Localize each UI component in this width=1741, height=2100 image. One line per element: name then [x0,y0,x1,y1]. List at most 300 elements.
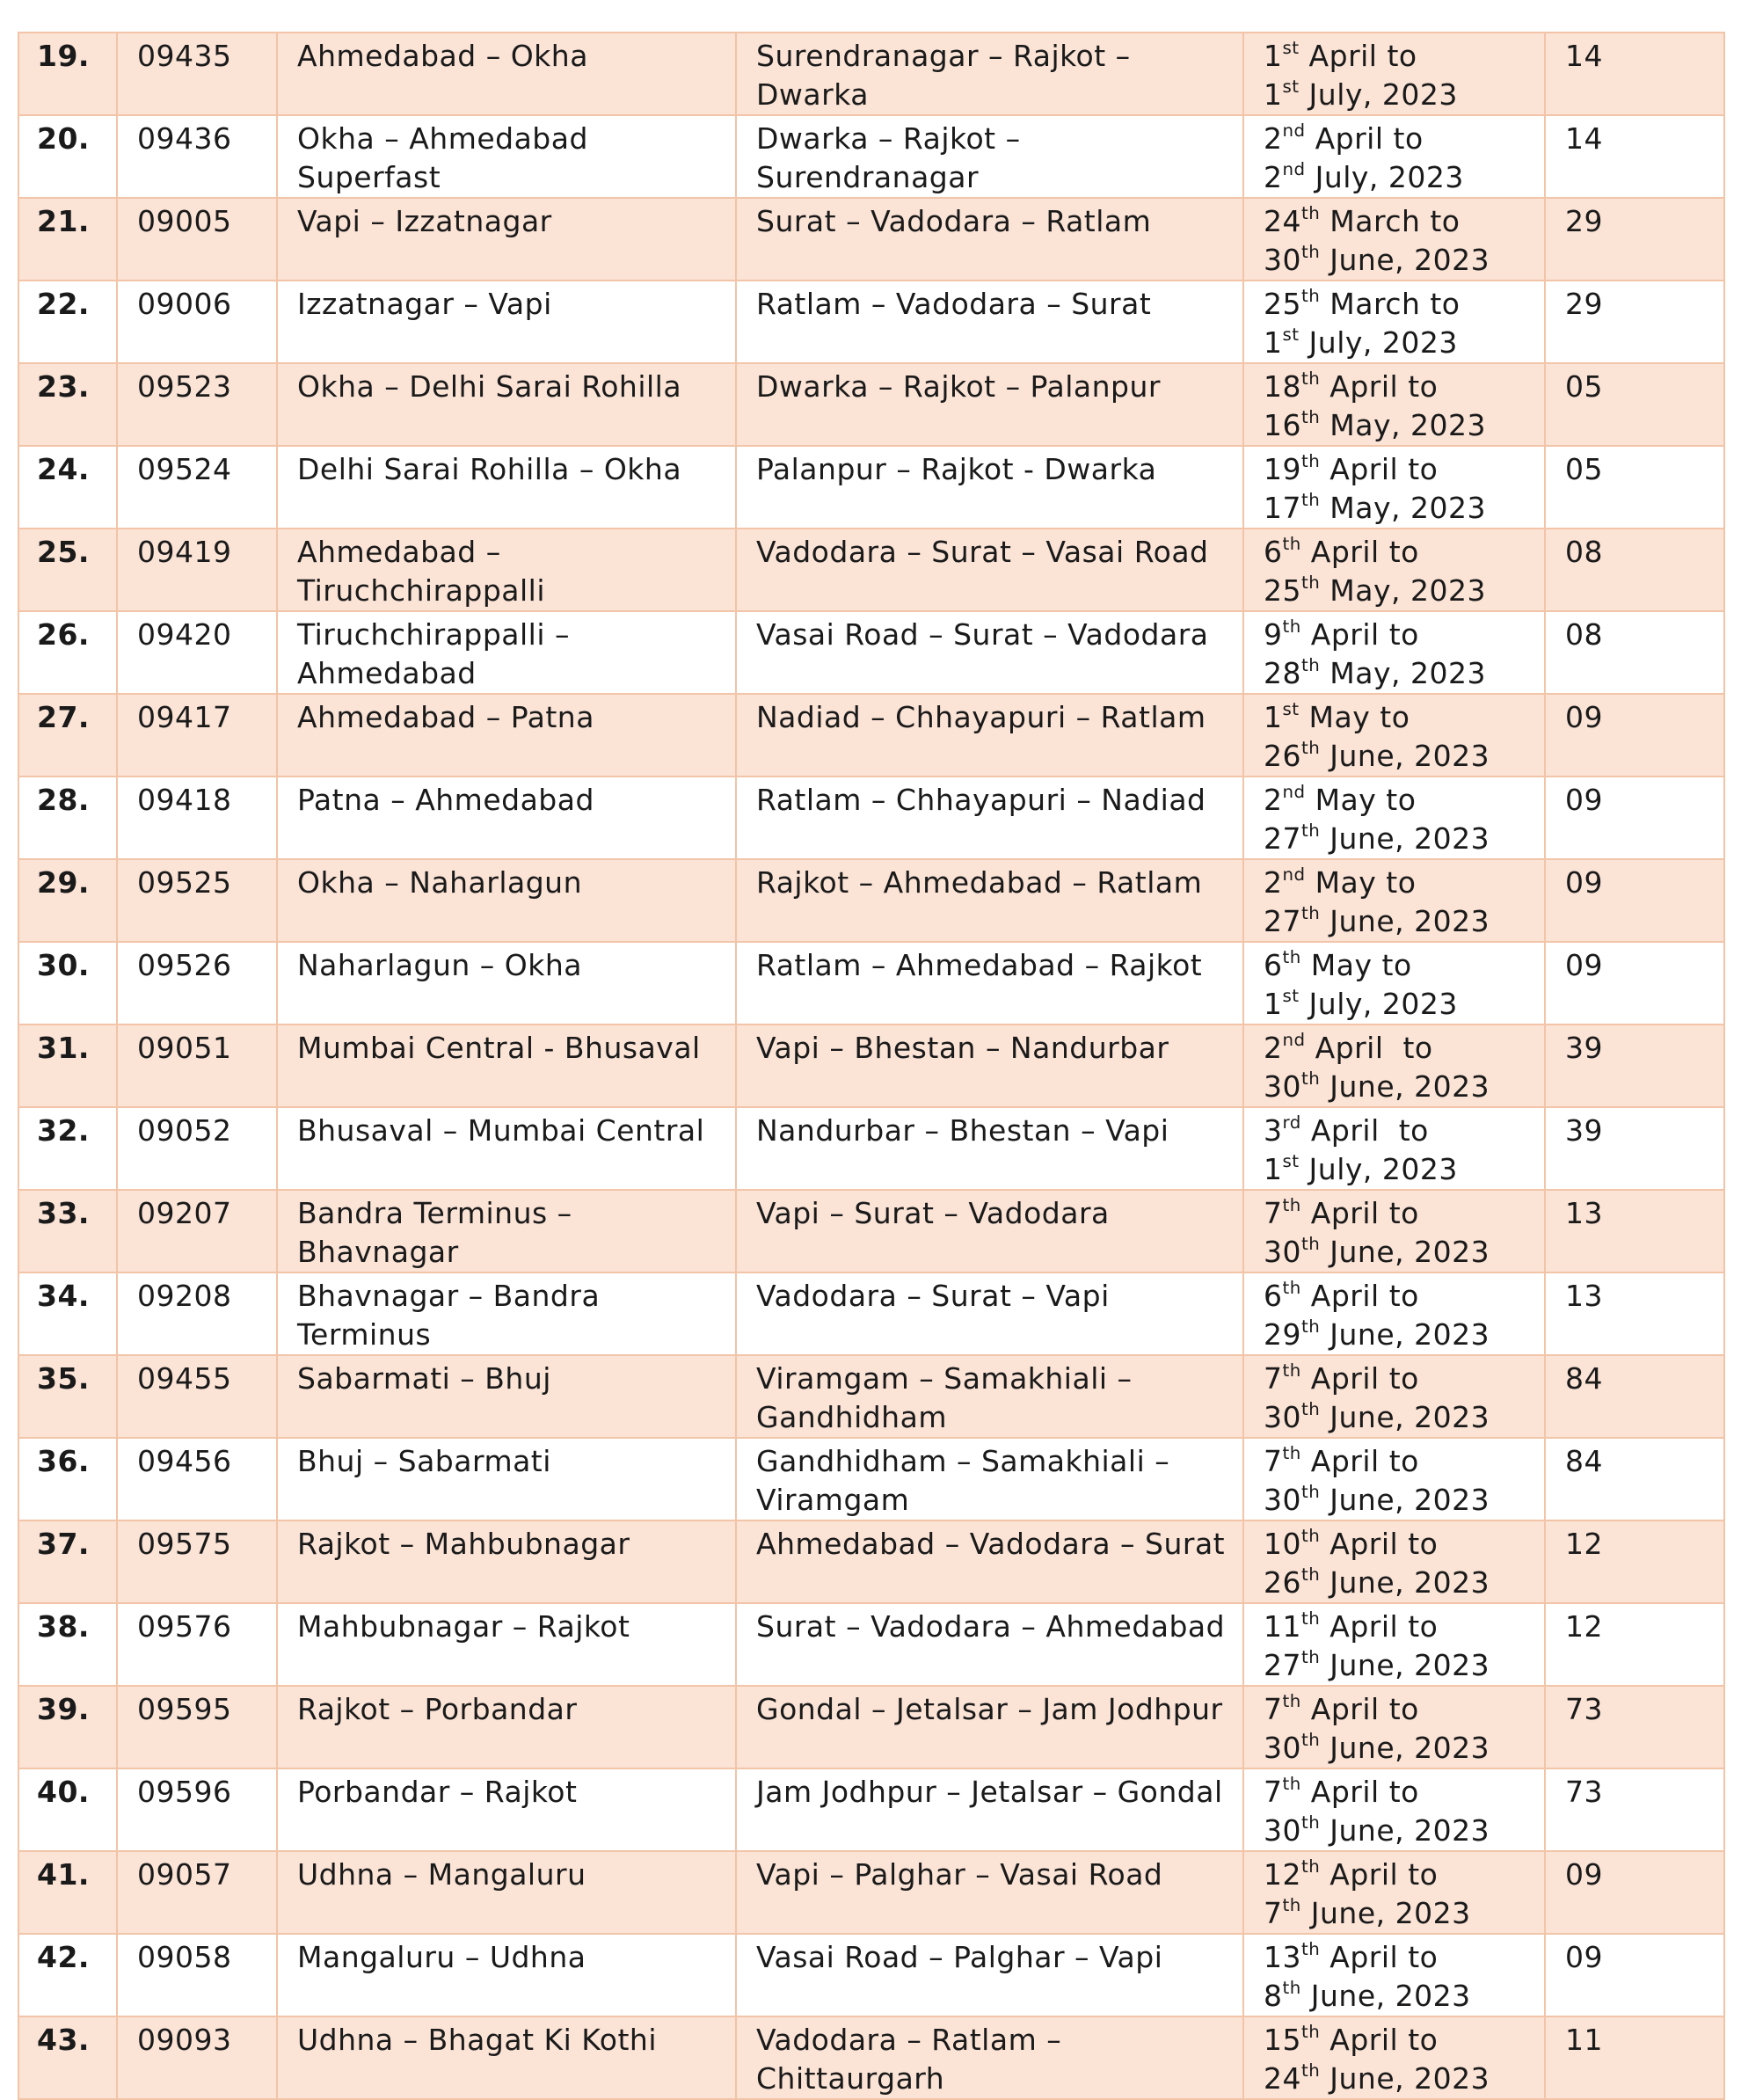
trip-count: 05 [1545,446,1724,529]
train-route: Udhna – Bhagat Ki Kothi [277,2016,736,2099]
trip-count: 12 [1545,1603,1724,1686]
train-route: Porbandar – Rajkot [277,1768,736,1851]
date-to-suffix: th [1301,1812,1321,1834]
table-row [18,1024,1724,1107]
date-from-suffix: th [1301,2022,1321,2043]
train-route: Rajkot – Porbandar [277,1686,736,1768]
date-from-rest: April to [1320,369,1439,404]
date-range [1243,611,1545,694]
date-from-suffix: th [1301,1608,1321,1630]
trip-count: 05 [1545,363,1724,446]
date-from [1264,946,1537,985]
date-from-day: 7 [1264,1361,1283,1396]
date-from [1264,1608,1537,1646]
date-to-day: 24 [1264,2061,1301,2096]
date-from [1264,1525,1537,1564]
table-row [18,198,1724,281]
date-from-day: 2 [1264,121,1283,156]
train-number: 09052 [117,1107,277,1190]
serial-number: 40. [18,1768,117,1851]
train-route: Ahmedabad – Tiruchchirappalli [277,529,736,611]
date-from [1264,1277,1537,1316]
date-from [1264,616,1537,654]
date-from-day: 11 [1264,1609,1301,1644]
train-route: Bhusaval – Mumbai Central [277,1107,736,1190]
date-to [1264,572,1537,610]
date-range [1243,363,1545,446]
train-number: 09057 [117,1851,277,1934]
date-to-suffix: th [1301,1730,1321,1751]
via-stations: Vapi – Bhestan – Nandurbar [736,1024,1243,1107]
date-to [1264,1150,1537,1189]
serial-number: 35. [18,1355,117,1438]
table-row [18,281,1724,363]
date-from-rest: April to [1320,1857,1439,1892]
train-route: Rajkot – Mahbubnagar [277,1520,736,1603]
table-row [18,611,1724,694]
date-from-rest: April to [1300,535,1419,569]
date-to-suffix: th [1301,242,1321,263]
date-from-day: 25 [1264,287,1301,321]
date-range [1243,1686,1545,1768]
table-row [18,1438,1724,1520]
via-stations: Vapi – Palghar – Vasai Road [736,1851,1243,1934]
date-from-day: 1 [1264,700,1283,734]
date-from-day: 12 [1264,1857,1301,1892]
date-from-day: 10 [1264,1527,1301,1561]
date-from-day: 24 [1264,204,1301,238]
date-to-day: 1 [1264,987,1283,1021]
date-to-rest: July, 2023 [1299,987,1458,1021]
date-from-suffix: th [1282,616,1301,638]
date-to-day: 30 [1264,1731,1301,1765]
date-to-suffix: th [1301,1647,1321,1668]
date-to-day: 8 [1264,1979,1283,2013]
serial-number: 27. [18,694,117,777]
date-from [1264,864,1537,902]
train-number: 09006 [117,281,277,363]
train-number: 09420 [117,611,277,694]
date-to-suffix: th [1301,1068,1321,1090]
date-to-rest: June, 2023 [1320,1813,1490,1848]
serial-number: 22. [18,281,117,363]
table-row [18,2016,1724,2099]
trip-count: 09 [1545,1934,1724,2016]
date-from [1264,698,1537,737]
date-to [1264,985,1537,1024]
date-to-day: 28 [1264,656,1301,690]
date-to [1264,1977,1537,2016]
train-route: Patna – Ahmedabad [277,777,736,859]
date-range [1243,529,1545,611]
date-to-day: 17 [1264,491,1301,525]
date-to-day: 30 [1264,1483,1301,1517]
date-range [1243,446,1545,529]
date-from-rest: April to [1305,1031,1433,1065]
date-range [1243,1438,1545,1520]
date-to-suffix: th [1301,2060,1321,2082]
train-number: 09435 [117,33,277,115]
table-row [18,777,1724,859]
serial-number: 39. [18,1686,117,1768]
date-from-rest: April to [1320,1609,1439,1644]
date-to-day: 30 [1264,1069,1301,1104]
table-row [18,1272,1724,1355]
table-row [18,942,1724,1024]
date-to-day: 26 [1264,1565,1301,1600]
train-number: 09456 [117,1438,277,1520]
date-to-rest: June, 2023 [1320,1483,1490,1517]
date-from-suffix: th [1301,203,1321,224]
trip-count: 39 [1545,1107,1724,1190]
date-from [1264,1112,1537,1150]
trip-count: 29 [1545,281,1724,363]
date-from-suffix: rd [1282,1112,1301,1134]
table-row [18,1934,1724,2016]
train-route: Bhuj – Sabarmati [277,1438,736,1520]
date-from-rest: May to [1305,865,1417,900]
date-from-day: 2 [1264,865,1283,900]
date-to-rest: July, 2023 [1305,160,1464,194]
train-number: 09058 [117,1934,277,2016]
date-from-rest: April to [1320,452,1439,486]
date-from [1264,1360,1537,1398]
date-to [1264,406,1537,445]
date-to-suffix: th [1282,1978,1301,1999]
date-from [1264,202,1537,241]
date-to [1264,820,1537,858]
serial-number: 33. [18,1190,117,1272]
train-route: Vapi – Izzatnagar [277,198,736,281]
date-from [1264,1690,1537,1729]
date-from-rest: April to [1300,1279,1419,1313]
date-from-day: 6 [1264,535,1283,569]
date-from-rest: March to [1320,287,1461,321]
date-to-suffix: th [1301,903,1321,924]
serial-number: 31. [18,1024,117,1107]
date-to-day: 25 [1264,573,1301,608]
date-from-suffix: th [1301,368,1321,390]
date-from-suffix: th [1301,1526,1321,1547]
train-route: Bandra Terminus – Bhavnagar [277,1190,736,1272]
trip-count: 09 [1545,859,1724,942]
date-to-rest: May, 2023 [1320,656,1486,690]
date-to-day: 27 [1264,821,1301,856]
train-route: Mangaluru – Udhna [277,1934,736,2016]
via-stations: Rajkot – Ahmedabad – Ratlam [736,859,1243,942]
date-range [1243,1520,1545,1603]
date-from-rest: April to [1300,1775,1419,1809]
date-from-day: 6 [1264,948,1283,982]
date-range [1243,1851,1545,1934]
train-route: Sabarmati – Bhuj [277,1355,736,1438]
train-route: Bhavnagar – Bandra Terminus [277,1272,736,1355]
date-from-suffix: th [1301,286,1321,307]
date-to-suffix: st [1282,77,1300,98]
date-from [1264,781,1537,820]
date-from-day: 7 [1264,1775,1283,1809]
train-number: 09418 [117,777,277,859]
date-to-suffix: th [1301,1482,1321,1503]
via-stations: Vasai Road – Palghar – Vapi [736,1934,1243,2016]
date-from-suffix: th [1301,1856,1321,1878]
date-to-day: 27 [1264,904,1301,938]
trip-count: 13 [1545,1190,1724,1272]
train-route: Okha – Delhi Sarai Rohilla [277,363,736,446]
date-from-suffix: st [1282,38,1300,59]
date-from [1264,533,1537,572]
date-to [1264,1068,1537,1106]
train-route: Naharlagun – Okha [277,942,736,1024]
date-to-suffix: th [1301,407,1321,428]
date-from [1264,450,1537,489]
via-stations: Surat – Vadodara – Ahmedabad [736,1603,1243,1686]
date-to-rest: July, 2023 [1299,77,1458,112]
date-to [1264,489,1537,528]
train-route: Ahmedabad – Okha [277,33,736,115]
date-from-suffix: th [1282,947,1301,968]
via-stations: Ahmedabad – Vadodara – Surat [736,1520,1243,1603]
date-from-day: 7 [1264,1444,1283,1478]
date-to-suffix: th [1301,1234,1321,1255]
date-range [1243,1934,1545,2016]
date-to-rest: June, 2023 [1320,1235,1490,1269]
date-to-rest: June, 2023 [1320,739,1490,773]
date-from-rest: April to [1320,1527,1439,1561]
train-number: 09523 [117,363,277,446]
date-to [1264,902,1537,941]
serial-number: 36. [18,1438,117,1520]
train-number: 09207 [117,1190,277,1272]
date-to-rest: May, 2023 [1320,491,1486,525]
serial-number: 41. [18,1851,117,1934]
date-from-day: 6 [1264,1279,1283,1313]
trip-count: 13 [1545,1272,1724,1355]
trip-count: 73 [1545,1768,1724,1851]
date-range [1243,1190,1545,1272]
date-to [1264,1316,1537,1354]
via-stations: Surat – Vadodara – Ratlam [736,198,1243,281]
date-from [1264,285,1537,324]
date-from-rest: April to [1299,39,1417,73]
serial-number: 23. [18,363,117,446]
train-number: 09419 [117,529,277,611]
date-to [1264,1481,1537,1520]
train-number: 09051 [117,1024,277,1107]
date-range [1243,281,1545,363]
date-from-day: 1 [1264,39,1283,73]
via-stations: Gandhidham – Samakhiali – Viramgam [736,1438,1243,1520]
date-from-rest: April to [1300,1361,1419,1396]
trip-count: 08 [1545,611,1724,694]
via-stations: Dwarka – Rajkot – Surendranagar [736,115,1243,198]
date-to-suffix: st [1282,324,1300,346]
train-route: Ahmedabad – Patna [277,694,736,777]
date-from [1264,2021,1537,2060]
date-to-rest: June, 2023 [1320,1565,1490,1600]
train-number: 09417 [117,694,277,777]
table-row [18,115,1724,198]
train-route: Izzatnagar – Vapi [277,281,736,363]
date-to-suffix: th [1301,738,1321,759]
date-range [1243,2016,1545,2099]
date-to [1264,654,1537,693]
date-to [1264,1564,1537,1602]
date-to [1264,1812,1537,1850]
date-range [1243,859,1545,942]
serial-number: 32. [18,1107,117,1190]
serial-number: 30. [18,942,117,1024]
date-from-rest: April to [1300,1692,1419,1726]
trip-count: 84 [1545,1355,1724,1438]
date-range [1243,33,1545,115]
date-to [1264,1233,1537,1272]
trip-count: 09 [1545,694,1724,777]
date-to-rest: June, 2023 [1320,243,1490,277]
date-to-day: 1 [1264,1152,1283,1186]
date-to-suffix: th [1301,1564,1321,1586]
trip-count: 09 [1545,1851,1724,1934]
train-number: 09093 [117,2016,277,2099]
date-from-day: 9 [1264,617,1283,652]
date-from-day: 18 [1264,369,1301,404]
train-route: Okha – Naharlagun [277,859,736,942]
date-range [1243,1603,1545,1686]
table-row [18,694,1724,777]
table-row [18,859,1724,942]
date-to-day: 2 [1264,160,1283,194]
via-stations: Viramgam – Samakhiali – Gandhidham [736,1355,1243,1438]
trip-count: 09 [1545,942,1724,1024]
date-to-suffix: th [1301,1316,1321,1338]
date-to [1264,1894,1537,1933]
via-stations: Vapi – Surat – Vadodara [736,1190,1243,1272]
train-number: 09596 [117,1768,277,1851]
date-to-day: 7 [1264,1896,1283,1930]
train-route: Delhi Sarai Rohilla – Okha [277,446,736,529]
via-stations: Vadodara – Ratlam – Chittaurgarh [736,2016,1243,2099]
table-row [18,1768,1724,1851]
date-to-suffix: nd [1282,159,1306,180]
date-from-suffix: st [1282,699,1300,720]
date-to-rest: May, 2023 [1320,408,1486,442]
date-to-rest: June, 2023 [1320,1648,1490,1682]
date-range [1243,694,1545,777]
table-row [18,1603,1724,1686]
via-stations: Nandurbar – Bhestan – Vapi [736,1107,1243,1190]
date-range [1243,942,1545,1024]
date-to-rest: June, 2023 [1320,821,1490,856]
date-from-rest: May to [1300,948,1412,982]
date-to-rest: June, 2023 [1320,2061,1490,2096]
date-from-day: 2 [1264,1031,1283,1065]
date-range [1243,1272,1545,1355]
date-from-suffix: nd [1282,782,1306,803]
date-from-rest: March to [1320,204,1461,238]
date-range [1243,1107,1545,1190]
date-to [1264,324,1537,362]
via-stations: Vadodara – Surat – Vasai Road [736,529,1243,611]
date-range [1243,1355,1545,1438]
date-to-day: 27 [1264,1648,1301,1682]
date-to [1264,76,1537,114]
table-row [18,529,1724,611]
date-from-day: 13 [1264,1940,1301,1974]
trip-count: 29 [1545,198,1724,281]
date-from-suffix: th [1282,1774,1301,1795]
serial-number: 21. [18,198,117,281]
table-row [18,1355,1724,1438]
via-stations: Ratlam – Ahmedabad – Rajkot [736,942,1243,1024]
date-from-rest: April to [1320,2023,1439,2057]
date-to-rest: July, 2023 [1299,1152,1458,1186]
date-to-rest: July, 2023 [1299,325,1458,360]
trip-count: 84 [1545,1438,1724,1520]
table-row [18,1107,1724,1190]
date-from-day: 7 [1264,1692,1283,1726]
date-from [1264,1773,1537,1812]
date-from-rest: April to [1300,617,1419,652]
date-to-rest: June, 2023 [1320,1400,1490,1434]
date-to-rest: June, 2023 [1320,904,1490,938]
date-from-rest: May to [1305,783,1417,817]
serial-number: 20. [18,115,117,198]
date-range [1243,1024,1545,1107]
via-stations: Nadiad – Chhayapuri – Ratlam [736,694,1243,777]
serial-number: 28. [18,777,117,859]
train-route: Okha – Ahmedabad Superfast [277,115,736,198]
via-stations: Dwarka – Rajkot – Palanpur [736,363,1243,446]
serial-number: 25. [18,529,117,611]
date-to-rest: June, 2023 [1320,1069,1490,1104]
trip-count: 08 [1545,529,1724,611]
date-from-suffix: th [1282,1278,1301,1299]
train-number: 09208 [117,1272,277,1355]
table-row [18,446,1724,529]
train-route: Udhna – Mangaluru [277,1851,736,1934]
serial-number: 43. [18,2016,117,2099]
serial-number: 38. [18,1603,117,1686]
date-to-suffix: st [1282,1151,1300,1172]
table-row [18,1686,1724,1768]
date-from-day: 15 [1264,2023,1301,2057]
table-row [18,33,1724,115]
date-to-suffix: th [1301,572,1321,594]
date-to-rest: June, 2023 [1320,1731,1490,1765]
date-to-day: 30 [1264,1813,1301,1848]
date-to-suffix: th [1301,1399,1321,1420]
date-range [1243,1768,1545,1851]
date-to-day: 30 [1264,1235,1301,1269]
train-number: 09595 [117,1686,277,1768]
date-from-rest: April to [1300,1196,1419,1230]
via-stations: Ratlam – Chhayapuri – Nadiad [736,777,1243,859]
table-body [18,33,1724,2099]
train-route: Mumbai Central - Bhusaval [277,1024,736,1107]
date-to-day: 30 [1264,243,1301,277]
date-from-suffix: nd [1282,864,1306,886]
via-stations: Palanpur – Rajkot - Dwarka [736,446,1243,529]
train-number: 09525 [117,859,277,942]
date-to-day: 26 [1264,739,1301,773]
train-number: 09576 [117,1603,277,1686]
date-from [1264,1029,1537,1068]
date-from [1264,1442,1537,1481]
date-to-day: 29 [1264,1317,1301,1352]
train-number: 09575 [117,1520,277,1603]
trip-count: 11 [1545,2016,1724,2099]
train-schedule-table [18,32,1725,2100]
